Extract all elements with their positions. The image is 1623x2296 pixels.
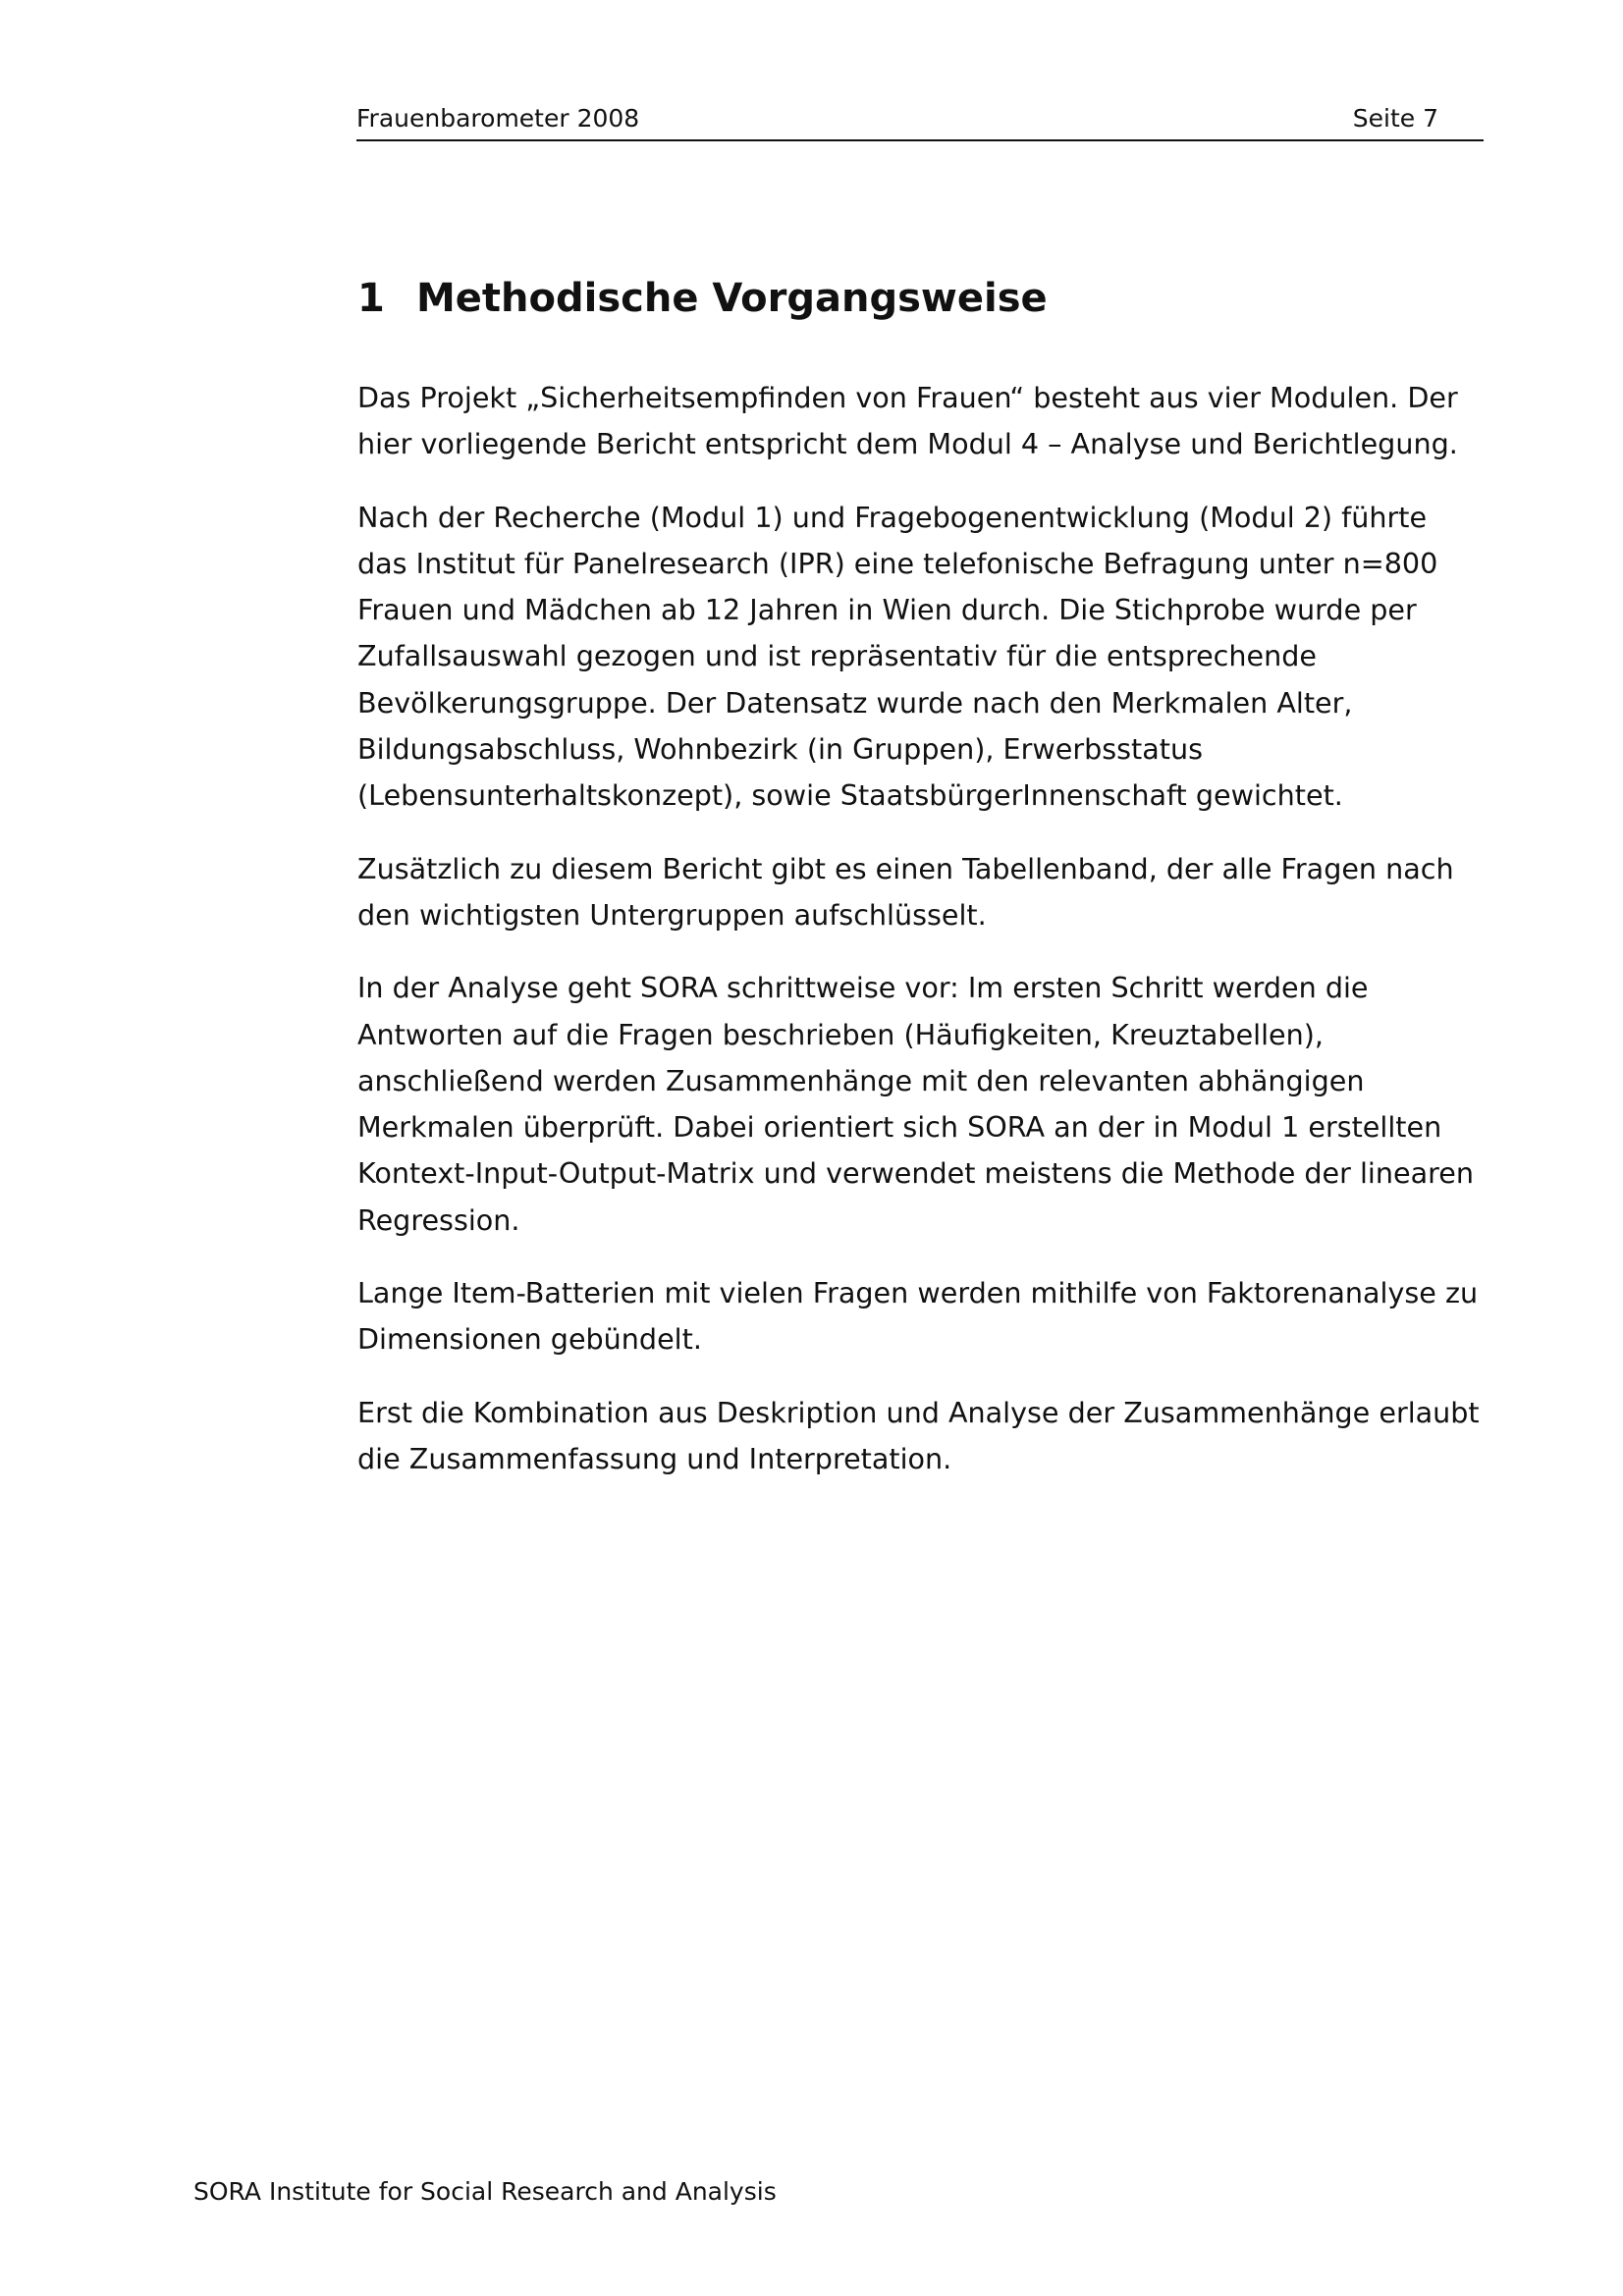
text-line: Regression. [357,1202,520,1237]
text-line: die Zusammenfassung und Interpretation. [357,1441,952,1475]
paragraph [357,846,1477,939]
paragraph [357,375,1477,468]
text-line: Erst die Kombination aus Deskription und Analyse der Zusammenhänge erlaubt [357,1395,1480,1429]
chapter-heading [357,271,1048,326]
text-line: Lange Item-Batterien mit vielen Fragen werden mithilfe von Faktorenanalyse zu [357,1276,1479,1310]
chapter-title: Methodische Vorgangsweise [416,276,1048,321]
text-line: Merkmalen überprüft. Dabei orientiert sich SORA an der in Modul 1 erstellten [357,1110,1442,1145]
paragraph [357,1270,1477,1363]
paragraph [357,1390,1480,1483]
text-line: das Institut für Panelresearch (IPR) eine telefonische Befragung unter n=800 [357,546,1438,580]
paragraph [357,495,1477,820]
text-line: In der Analyse geht SORA schrittweise vor: Im ersten Schritt werden die [357,971,1369,1005]
text-line: Zufallsauswahl gezogen und ist repräsentativ für die entsprechende [357,639,1317,673]
text-line: Antworten auf die Fragen beschrieben (Häufigkeiten, Kreuztabellen), [357,1017,1325,1051]
text-line: hier vorliegende Bericht entspricht dem Modul 4 – Analyse und Berichtlegung. [357,427,1458,461]
text-line: Frauen und Mädchen ab 12 Jahren in Wien durch. Die Stichprobe wurde per [357,593,1417,627]
text-line: Das Projekt „Sicherheitsempfinden von Frauen“ besteht aus vier Modulen. Der [357,381,1458,414]
text-line: (Lebensunterhaltskonzept), sowie StaatsbürgerInnenschaft gewichtet. [357,778,1343,813]
text-line: den wichtigsten Untergruppen aufschlüsselt. [357,897,987,932]
text-line: Kontext-Input-Output-Matrix und verwendet meistens die Methode der linearen [357,1156,1474,1191]
text-line: Dimensionen gebündelt. [357,1322,702,1357]
running-header [356,102,1484,141]
body-text [357,375,1480,1509]
paragraph [357,965,1477,1244]
text-line: Zusätzlich zu diesem Bericht gibt es einen Tabellenband, der alle Fragen nach [357,851,1454,885]
text-line: Bildungsabschluss, Wohnbezirk (in Gruppen), Erwerbsstatus [357,732,1203,767]
header-page-number: Seite 7 [1352,104,1438,133]
text-line: anschließend werden Zusammenhänge mit den relevanten abhängigen [357,1063,1365,1097]
chapter-number: 1 [357,276,385,321]
text-line: Nach der Recherche (Modul 1) und Fragebogenentwicklung (Modul 2) führte [357,500,1428,534]
page-footer: SORA Institute for Social Research and Analysis [193,2177,777,2206]
header-document-title: Frauenbarometer 2008 [356,104,640,133]
text-line: Bevölkerungsgruppe. Der Datensatz wurde nach den Merkmalen Alter, [357,685,1353,720]
